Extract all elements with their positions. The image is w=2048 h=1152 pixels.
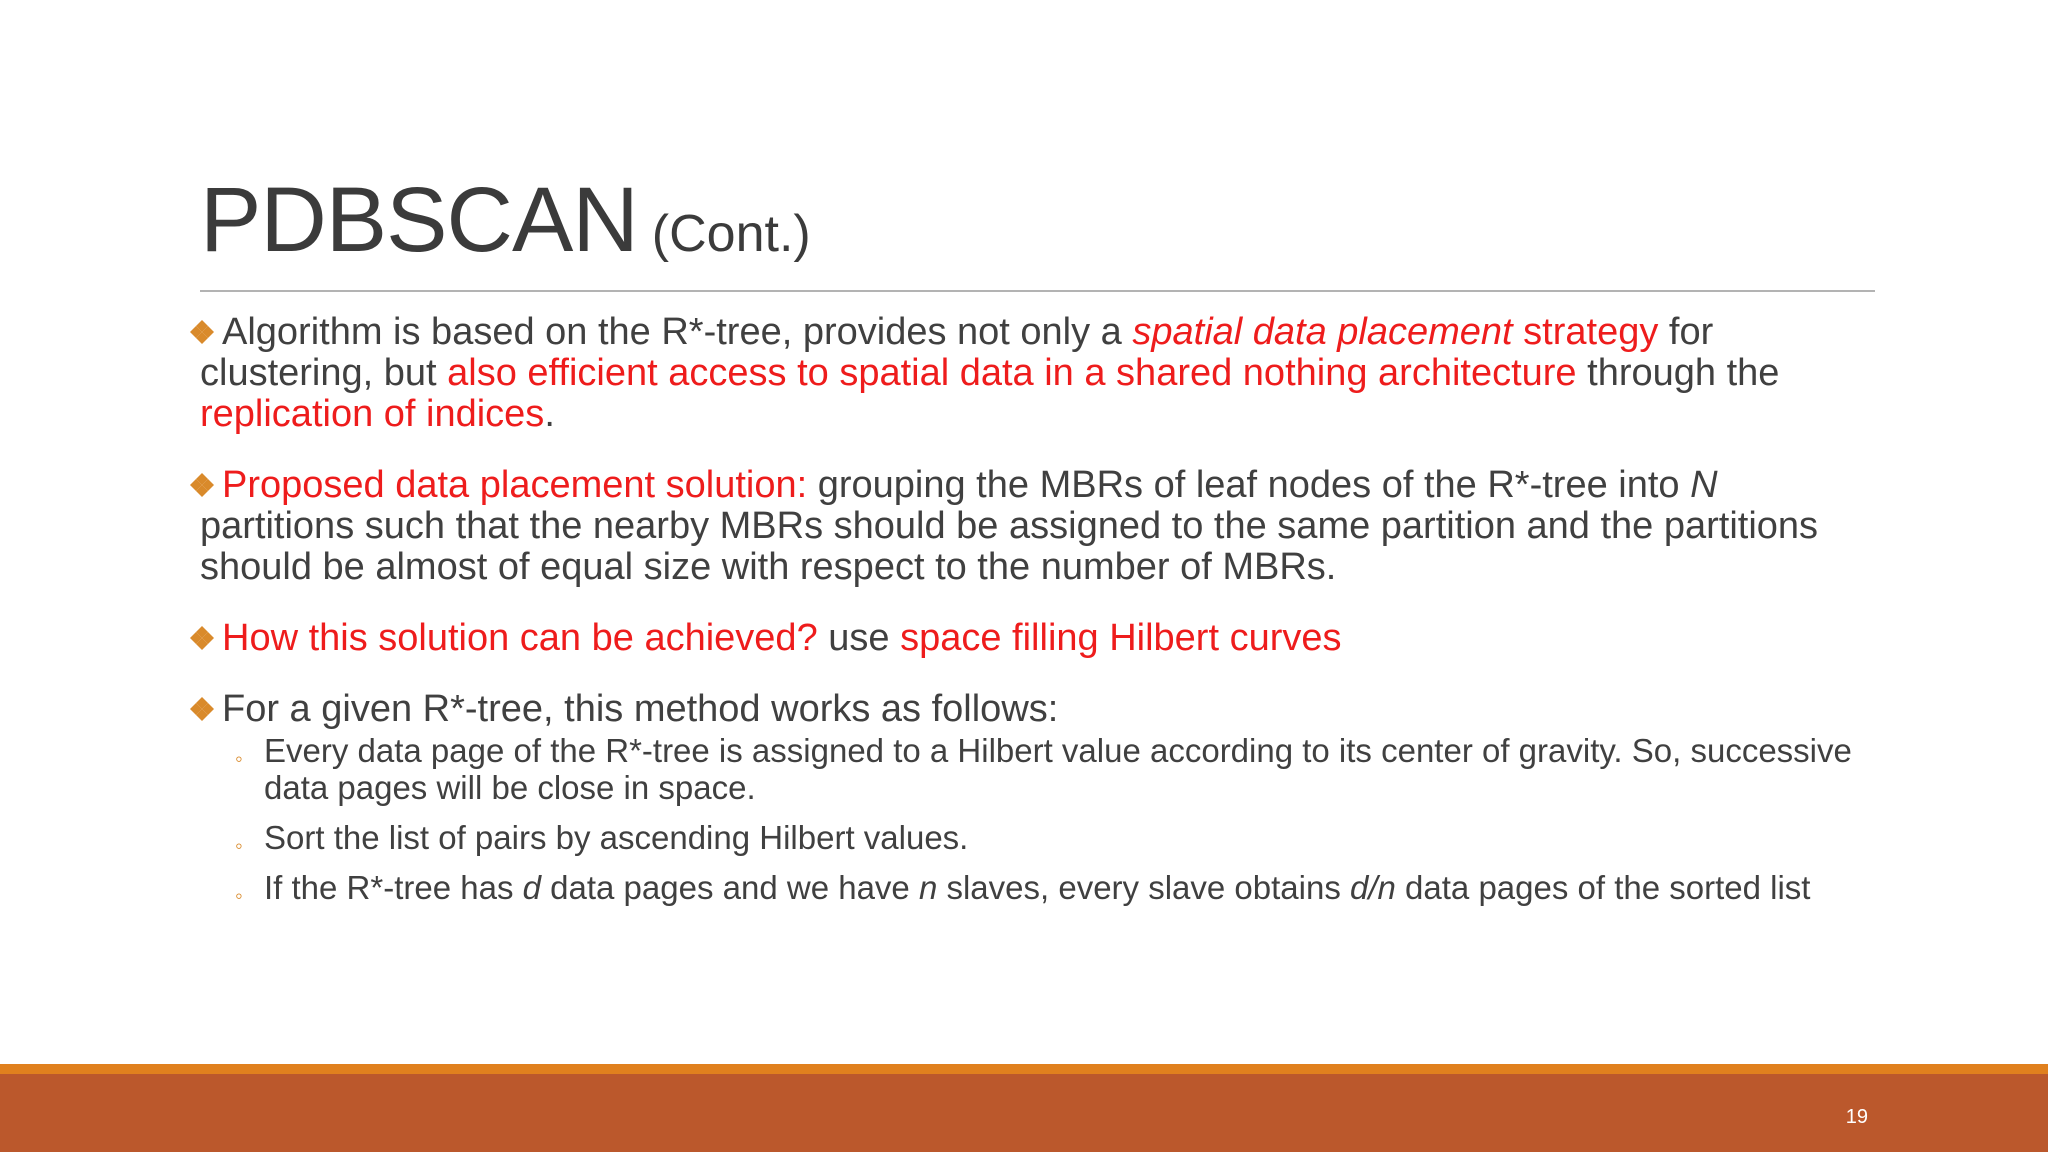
list-item: [200, 869, 1875, 906]
four-diamond-bullet-icon: [184, 620, 220, 656]
bullet-method-steps: [185, 689, 1875, 906]
var-d: d: [522, 869, 541, 906]
use-word: use: [817, 617, 901, 659]
step-distribute-c: slaves, every slave obtains: [937, 869, 1350, 906]
strategy-word: strategy: [1512, 311, 1659, 353]
footer-bar: [0, 1074, 2048, 1152]
method-intro: For a given R*-tree, this method works as follows:: [222, 688, 1059, 730]
bullet-1-text-a: Algorithm is based on the R*-tree, provides not only a: [222, 311, 1133, 353]
four-diamond-bullet-icon: [184, 314, 220, 350]
step-assign-hilbert: Every data page of the R*-tree is assigned to a Hilbert value according to its center of gravity. So, successive data pages will be close in space.: [264, 732, 1852, 806]
step-distribute-b: data pages and we have: [540, 869, 919, 906]
footer-accent-strip: [0, 1064, 2048, 1074]
hollow-circle-bullet-icon: ◦: [235, 746, 243, 771]
page-number: 19: [1845, 1106, 1868, 1128]
method-steps-list: [200, 732, 1875, 906]
hollow-circle-bullet-icon: ◦: [235, 833, 243, 858]
four-diamond-bullet-icon: [184, 467, 220, 503]
bullet-1-text-c: through the: [1576, 352, 1780, 394]
proposed-solution-label: Proposed data placement solution:: [222, 464, 808, 506]
efficient-access-phrase: also efficient access to spatial data in a shared nothing architecture: [447, 352, 1577, 394]
title-divider: [200, 290, 1875, 292]
title-main: PDBSCAN: [200, 169, 638, 271]
list-item: [200, 732, 1875, 806]
bullet-rtree-algorithm: [185, 312, 1875, 435]
partition-count-n: N: [1690, 464, 1718, 506]
spatial-data-placement-phrase: spatial data placement: [1132, 311, 1513, 353]
how-achieved-question: How this solution can be achieved?: [222, 617, 818, 659]
var-d-over-n: d/n: [1350, 869, 1396, 906]
bullet-data-placement-solution: [185, 465, 1875, 588]
slide-title: [200, 170, 811, 271]
bullet-hilbert-curves: [185, 618, 1875, 659]
step-distribute-a: If the R*-tree has: [264, 869, 523, 906]
var-n: n: [918, 869, 938, 906]
hollow-circle-bullet-icon: ◦: [235, 883, 243, 908]
step-sort-pairs: Sort the list of pairs by ascending Hilbert values.: [264, 819, 969, 856]
bullet-1-text-b: for clustering, but: [200, 311, 1714, 394]
bullet-2-text-b: partitions such that the nearby MBRs should be assigned to the same partition and the partitions should be almost of equal size with respect to the number of MBRs.: [200, 505, 1819, 588]
replication-of-indices-phrase: replication of indices: [200, 393, 545, 435]
four-diamond-bullet-icon: [184, 691, 220, 727]
list-item: [200, 819, 1875, 856]
hilbert-curves-phrase: space filling Hilbert curves: [900, 617, 1342, 659]
title-suffix: (Cont.): [651, 205, 811, 263]
slide-body: [185, 312, 1875, 936]
bullet-2-text-a: grouping the MBRs of leaf nodes of the R*-tree into: [807, 464, 1691, 506]
bullet-1-period: .: [544, 393, 555, 435]
step-distribute-d: data pages of the sorted list: [1395, 869, 1811, 906]
